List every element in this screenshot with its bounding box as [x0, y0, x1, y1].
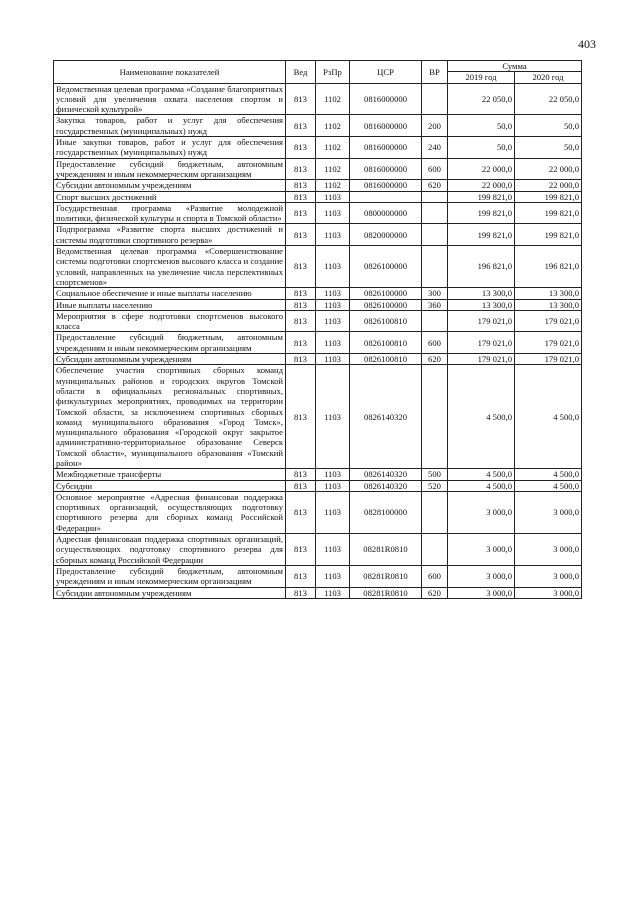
cell-2020: 22 000,0 [515, 158, 582, 180]
cell-name: Иные выплаты населению [54, 299, 286, 310]
cell-ved: 813 [286, 332, 316, 354]
cell-name: Основное мероприятие «Адресная финансовая поддержка спортивных организаций, осуществляющих подготовку спортивного резерва для сборных команд Российской Федерации» [54, 491, 286, 533]
cell-ved: 813 [286, 202, 316, 224]
cell-csr: 08281R0810 [350, 587, 422, 598]
cell-2019: 22 000,0 [448, 180, 515, 191]
cell-csr: 0826140320 [350, 469, 422, 480]
cell-vr: 500 [422, 469, 448, 480]
cell-vr [422, 310, 448, 332]
cell-2019: 13 300,0 [448, 288, 515, 299]
cell-rzpr: 1103 [316, 534, 350, 566]
cell-2019: 3 000,0 [448, 587, 515, 598]
cell-2020: 3 000,0 [515, 565, 582, 587]
cell-vr: 600 [422, 332, 448, 354]
cell-ved: 813 [286, 191, 316, 202]
cell-ved: 813 [286, 180, 316, 191]
cell-rzpr: 1102 [316, 158, 350, 180]
cell-name: Субсидии автономным учреждениям [54, 180, 286, 191]
cell-2020: 4 500,0 [515, 469, 582, 480]
cell-vr [422, 534, 448, 566]
cell-2020: 3 000,0 [515, 587, 582, 598]
cell-rzpr: 1103 [316, 191, 350, 202]
cell-name: Спорт высших достижений [54, 191, 286, 202]
header-2019: 2019 год [448, 72, 515, 83]
cell-2019: 4 500,0 [448, 365, 515, 469]
cell-csr: 0800000000 [350, 202, 422, 224]
cell-2019: 3 000,0 [448, 565, 515, 587]
cell-vr: 620 [422, 587, 448, 598]
cell-2020: 199 821,0 [515, 202, 582, 224]
cell-2019: 50,0 [448, 137, 515, 159]
cell-name: Мероприятия в сфере подготовки спортсменов высокого класса [54, 310, 286, 332]
cell-vr: 620 [422, 354, 448, 365]
cell-vr: 360 [422, 299, 448, 310]
page-number: 403 [578, 37, 596, 51]
cell-rzpr: 1103 [316, 491, 350, 533]
cell-2020: 179 021,0 [515, 310, 582, 332]
cell-rzpr: 1103 [316, 246, 350, 288]
cell-rzpr: 1103 [316, 480, 350, 491]
cell-rzpr: 1103 [316, 469, 350, 480]
cell-2020: 3 000,0 [515, 534, 582, 566]
cell-rzpr: 1102 [316, 83, 350, 115]
cell-rzpr: 1102 [316, 180, 350, 191]
cell-csr: 0826100810 [350, 354, 422, 365]
cell-ved: 813 [286, 587, 316, 598]
cell-vr [422, 246, 448, 288]
table-row [54, 310, 582, 332]
cell-vr [422, 224, 448, 246]
cell-rzpr: 1102 [316, 137, 350, 159]
cell-csr: 0816000000 [350, 180, 422, 191]
cell-name: Государственная программа «Развитие молодежной политики, физической культуры и спорта в Томской области» [54, 202, 286, 224]
cell-ved: 813 [286, 480, 316, 491]
cell-2020: 3 000,0 [515, 491, 582, 533]
cell-ved: 813 [286, 246, 316, 288]
table-row [54, 587, 582, 598]
cell-csr: 0816000000 [350, 83, 422, 115]
cell-2020: 4 500,0 [515, 365, 582, 469]
cell-name: Субсидии автономным учреждениям [54, 587, 286, 598]
cell-name: Адресная финансоваая поддержка спортивных организаций, осуществляющих подготовку спортивного резерва для сборных команд Российской Федерации [54, 534, 286, 566]
cell-ved: 813 [286, 137, 316, 159]
cell-vr: 600 [422, 158, 448, 180]
cell-vr [422, 83, 448, 115]
table-row [54, 83, 582, 115]
cell-ved: 813 [286, 365, 316, 469]
cell-name: Социальное обеспечение и иные выплаты населению [54, 288, 286, 299]
cell-csr: 08281R0810 [350, 565, 422, 587]
cell-vr: 620 [422, 180, 448, 191]
cell-rzpr: 1103 [316, 224, 350, 246]
cell-2019: 196 821,0 [448, 246, 515, 288]
cell-2020: 199 821,0 [515, 191, 582, 202]
cell-2019: 3 000,0 [448, 534, 515, 566]
table-header [54, 61, 582, 84]
cell-vr: 240 [422, 137, 448, 159]
header-csr: ЦСР [350, 61, 422, 84]
cell-name: Иные закупки товаров, работ и услуг для обеспечения государственных (муниципальных) нужд [54, 137, 286, 159]
cell-2019: 4 500,0 [448, 469, 515, 480]
cell-2020: 50,0 [515, 115, 582, 137]
cell-ved: 813 [286, 224, 316, 246]
cell-2019: 50,0 [448, 115, 515, 137]
cell-2019: 179 021,0 [448, 332, 515, 354]
cell-csr: 0826100810 [350, 310, 422, 332]
cell-csr: 0826100810 [350, 332, 422, 354]
header-name: Наименование показателей [54, 61, 286, 84]
cell-csr: 0826100000 [350, 299, 422, 310]
table-row [54, 191, 582, 202]
cell-vr: 300 [422, 288, 448, 299]
cell-csr: 0816000000 [350, 158, 422, 180]
table-row [54, 299, 582, 310]
cell-2019: 13 300,0 [448, 299, 515, 310]
cell-ved: 813 [286, 354, 316, 365]
cell-2020: 196 821,0 [515, 246, 582, 288]
cell-name: Ведомственная целевая программа «Совершенствование системы подготовки спортсменов высокого класса и создание условий, направленных на увеличение числа перспективных спортсменов» [54, 246, 286, 288]
table-row [54, 180, 582, 191]
cell-ved: 813 [286, 534, 316, 566]
cell-csr: 0826100000 [350, 246, 422, 288]
cell-csr: 08281R0810 [350, 534, 422, 566]
cell-2019: 179 021,0 [448, 310, 515, 332]
table-row [54, 288, 582, 299]
cell-ved: 813 [286, 310, 316, 332]
cell-2019: 22 050,0 [448, 83, 515, 115]
cell-rzpr: 1103 [316, 288, 350, 299]
cell-ved: 813 [286, 158, 316, 180]
table-body [54, 83, 582, 598]
cell-ved: 813 [286, 115, 316, 137]
cell-rzpr: 1103 [316, 565, 350, 587]
cell-rzpr: 1103 [316, 299, 350, 310]
cell-csr: 0826140320 [350, 365, 422, 469]
cell-rzpr: 1103 [316, 587, 350, 598]
cell-2020: 22 000,0 [515, 180, 582, 191]
cell-2020: 179 021,0 [515, 332, 582, 354]
cell-rzpr: 1102 [316, 115, 350, 137]
cell-csr: 0826100000 [350, 288, 422, 299]
header-vr: ВР [422, 61, 448, 84]
table-row [54, 365, 582, 469]
cell-2019: 4 500,0 [448, 480, 515, 491]
table-row [54, 469, 582, 480]
cell-ved: 813 [286, 299, 316, 310]
cell-2019: 179 021,0 [448, 354, 515, 365]
cell-vr: 520 [422, 480, 448, 491]
cell-vr [422, 365, 448, 469]
cell-2020: 22 050,0 [515, 83, 582, 115]
table-row [54, 565, 582, 587]
header-sum: Сумма [448, 61, 582, 72]
cell-name: Межбюджетные трансферты [54, 469, 286, 480]
table-row [54, 534, 582, 566]
cell-ved: 813 [286, 469, 316, 480]
cell-2020: 13 300,0 [515, 288, 582, 299]
cell-rzpr: 1103 [316, 202, 350, 224]
cell-name: Подпрограмма «Развитие спорта высших достижений и системы подготовки спортивного резерва» [54, 224, 286, 246]
cell-name: Обеспечение участия спортивных сборных команд муниципальных районов и городских округов Томской области в официальных региональных спортивных, физкультурных мероприятиях, проводимых на территории Томской области, за исключением спортивных сборных команд муниципального образования «Город Томск», муниципального образования «Городской округ закрытое административно-территориальное образование Северск Томской области», муниципального образования «Томский район» [54, 365, 286, 469]
cell-csr [350, 191, 422, 202]
table-row [54, 332, 582, 354]
cell-ved: 813 [286, 83, 316, 115]
cell-csr: 0820000000 [350, 224, 422, 246]
table-row [54, 354, 582, 365]
cell-vr: 200 [422, 115, 448, 137]
table-row [54, 224, 582, 246]
cell-name: Субсидии [54, 480, 286, 491]
cell-rzpr: 1103 [316, 310, 350, 332]
cell-csr: 0816000000 [350, 115, 422, 137]
cell-rzpr: 1103 [316, 332, 350, 354]
cell-csr: 0828100000 [350, 491, 422, 533]
cell-name: Субсидии автономным учреждениям [54, 354, 286, 365]
cell-2019: 199 821,0 [448, 202, 515, 224]
table-row [54, 158, 582, 180]
cell-vr [422, 491, 448, 533]
table-row [54, 202, 582, 224]
cell-csr: 0816000000 [350, 137, 422, 159]
cell-name: Предоставление субсидий бюджетным, автономным учреждениям и иным некоммерческим организациям [54, 565, 286, 587]
cell-rzpr: 1103 [316, 365, 350, 469]
table-row [54, 491, 582, 533]
cell-2020: 4 500,0 [515, 480, 582, 491]
cell-vr [422, 202, 448, 224]
cell-vr: 600 [422, 565, 448, 587]
table-row [54, 480, 582, 491]
table-row [54, 137, 582, 159]
header-rzpr: РзПр [316, 61, 350, 84]
cell-2020: 50,0 [515, 137, 582, 159]
header-2020: 2020 год [515, 72, 582, 83]
cell-2019: 22 000,0 [448, 158, 515, 180]
cell-csr: 0826140320 [350, 480, 422, 491]
cell-2020: 199 821,0 [515, 224, 582, 246]
cell-vr [422, 191, 448, 202]
cell-2019: 199 821,0 [448, 224, 515, 246]
cell-name: Предоставление субсидий бюджетным, автономным учреждениям и иным некоммерческим организациям [54, 332, 286, 354]
cell-2019: 199 821,0 [448, 191, 515, 202]
table-row [54, 115, 582, 137]
cell-2020: 179 021,0 [515, 354, 582, 365]
table-row [54, 246, 582, 288]
cell-rzpr: 1103 [316, 354, 350, 365]
cell-2020: 13 300,0 [515, 299, 582, 310]
budget-table [53, 60, 582, 599]
cell-name: Ведомственная целевая программа «Создание благоприятных условий для увеличения охвата населения спортом и физической культурой» [54, 83, 286, 115]
cell-ved: 813 [286, 288, 316, 299]
cell-ved: 813 [286, 491, 316, 533]
cell-ved: 813 [286, 565, 316, 587]
header-ved: Вед [286, 61, 316, 84]
cell-name: Предоставление субсидий бюджетным, автономным учреждениям и иным некоммерческим организациям [54, 158, 286, 180]
cell-2019: 3 000,0 [448, 491, 515, 533]
cell-name: Закупка товаров, работ и услуг для обеспечения государственных (муниципальных) нужд [54, 115, 286, 137]
